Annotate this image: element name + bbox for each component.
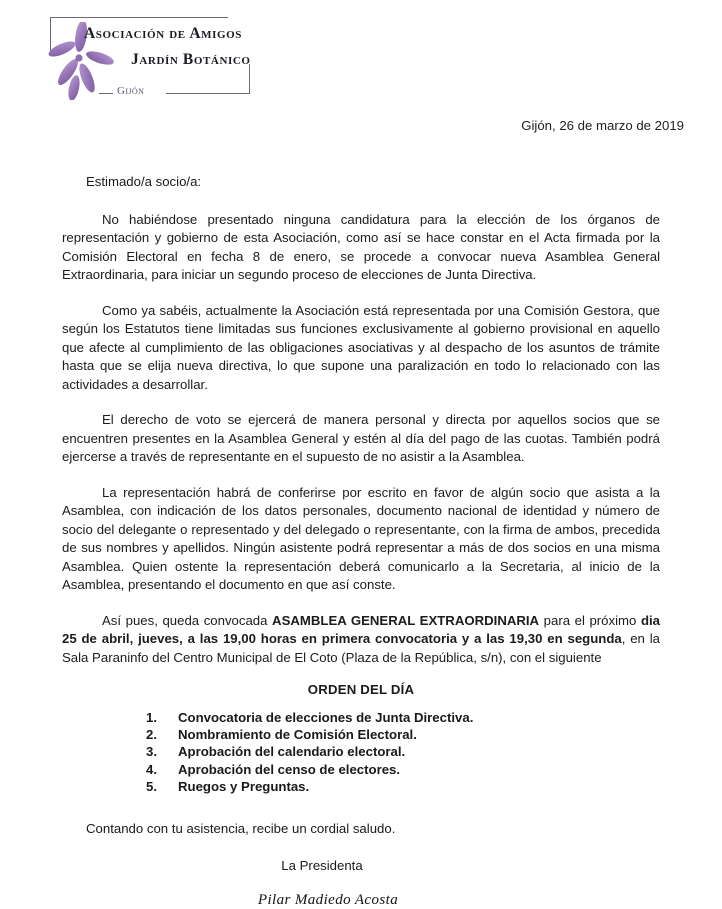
list-item bbox=[146, 778, 660, 795]
list-item bbox=[146, 743, 660, 760]
letter-body bbox=[62, 174, 660, 909]
convocation-text-b: para el próximo bbox=[539, 612, 641, 628]
agenda-list bbox=[146, 709, 660, 795]
list-item bbox=[146, 761, 660, 778]
agenda-item-number: 1. bbox=[146, 710, 157, 726]
org-name-line-1: Asociación de Amigos bbox=[84, 25, 243, 42]
agenda-title: ORDEN DEL DÍA bbox=[307, 682, 415, 698]
salutation: Estimado/a socio/a: bbox=[86, 174, 202, 189]
paragraph-3: El derecho de voto se ejercerá de manera personal y directa por aquellos socios que se encuentren presentes en la Asamblea General y estén al día del pago de las cuotas. También podrá ejercerse a través de representante en el supuesto de no asistir a la Asamblea. bbox=[62, 412, 660, 465]
convocation-text-a: Así pues, queda convocada bbox=[102, 612, 273, 628]
list-item bbox=[146, 709, 660, 726]
letterhead-rule-top bbox=[50, 17, 228, 18]
agenda-item-label: Convocatoria de elecciones de Junta Directiva. bbox=[178, 710, 474, 726]
date-line: Gijón, 26 de marzo de 2019 bbox=[521, 118, 684, 133]
assembly-datetime-emphasis: dia 25 de abril, jueves, a las 19,00 horas en primera convocatoria y a las 19,30 en segunda bbox=[62, 612, 660, 647]
convocation-text-c: , en la Sala Paraninfo del Centro Municipal de El Coto (Plaza de la República, s/n), con el siguiente bbox=[62, 631, 660, 665]
list-item bbox=[146, 726, 660, 743]
agenda-item-number: 4. bbox=[146, 761, 157, 777]
agenda-item-number: 2. bbox=[146, 727, 157, 743]
paragraph-1: No habiéndose presentado ninguna candidatura para la elección de los órganos de representación y gobierno de esta Asociación, como así se hace constar en el Acta firmada por la Comisión Electoral en fecha 8 de enero, se procede a convocar nueva Asamblea General Extraordinaria, para iniciar un segundo proceso de elecciones de Junta Directiva. bbox=[62, 212, 660, 283]
agenda-item-label: Aprobación del censo de electores. bbox=[178, 761, 401, 777]
agenda-item-label: Nombramiento de Comisión Electoral. bbox=[178, 727, 417, 743]
letterhead-rule-bottom-right bbox=[166, 93, 250, 94]
agenda-item-number: 5. bbox=[146, 778, 157, 794]
agenda-item-label: Ruegos y Preguntas. bbox=[178, 778, 310, 794]
agenda-item-label: Aprobación del calendario electoral. bbox=[178, 744, 406, 760]
closing-line: Contando con tu asistencia, recibe un cordial saludo. bbox=[86, 820, 396, 836]
paragraph-2: Como ya sabéis, actualmente la Asociación está representada por una Comisión Gestora, que según los Estatutos tiene limitadas sus funciones exclusivamente al gobierno provisional en aquello que afecte al cumplimiento de las obligaciones asociativas y al despacho de los asuntos de trámite hasta que se elija nueva directiva, lo que supone una paralización en todo lo relacionado con las actividades a desarrollar. bbox=[62, 302, 660, 392]
agenda-item-number: 3. bbox=[146, 744, 157, 760]
paragraph-5-convocation bbox=[62, 612, 660, 667]
letterhead bbox=[48, 8, 288, 108]
paragraph-4: La representación habrá de conferirse por escrito en favor de algún socio que asista a la Asamblea, con indicación de los datos personales, documento nacional de identidad y número de socio del delegante o representado y del delegado o representante, con la firma de ambos, precedida de sus nombres y apellidos. Ningún asistente podrá representar a más de dos socios en una misma Asamblea. Quien ostente la representación deberá comunicarlo a la Secretaria, al inicio de la Asamblea, presentando el documento en que así conste. bbox=[62, 484, 660, 593]
org-city: Gijón bbox=[117, 85, 145, 97]
assembly-type-emphasis: ASAMBLEA GENERAL EXTRAORDINARIA bbox=[272, 612, 540, 628]
signature-name: Pilar Madiedo Acosta bbox=[257, 891, 399, 908]
signature-role: La Presidenta bbox=[281, 857, 363, 873]
org-name-line-2: Jardín Botánico bbox=[131, 51, 251, 68]
